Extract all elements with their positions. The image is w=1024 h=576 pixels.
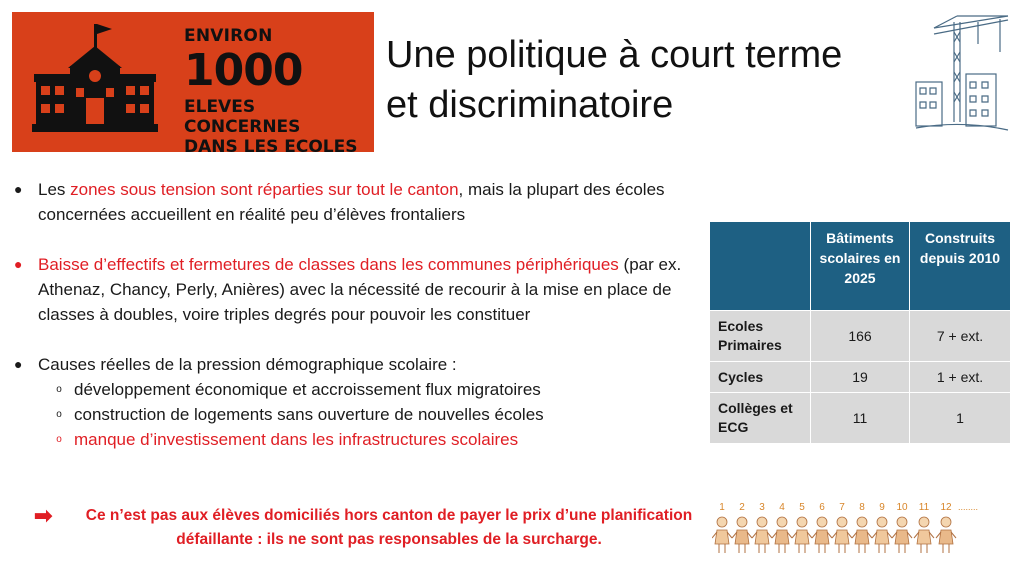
banner-line-environ: ENVIRON — [184, 26, 273, 46]
headline-banner — [12, 12, 374, 157]
child-figure — [712, 517, 732, 553]
child-number-label: 6 — [819, 502, 825, 513]
conclusion-statement — [34, 504, 704, 552]
crane-illustration — [914, 12, 1010, 134]
child-figure — [812, 517, 832, 553]
child-figure — [752, 517, 772, 553]
bullet-3-text: Causes réelles de la pression démographique scolaire : — [38, 355, 457, 374]
table-header-construits: Construits depuis 2010 — [910, 222, 1011, 311]
table-cell-batiments: 166 — [811, 311, 910, 362]
bullet-causes — [14, 352, 704, 377]
title-line-2: et discriminatoire — [386, 84, 674, 126]
sub-bullet-2-text: construction de logements sans ouverture de nouvelles écoles — [74, 405, 544, 424]
sub-bullet-marker: o — [56, 434, 62, 445]
table-row — [710, 362, 1011, 393]
bullet-marker: ● — [14, 256, 23, 272]
bullet-1-rest: , mais la plupart des écoles concernées accueillent en réalité peu d’élèves frontaliers — [38, 180, 665, 224]
table-cell-batiments: 19 — [811, 362, 910, 393]
child-figure — [852, 517, 872, 553]
child-figure — [832, 517, 852, 553]
child-number-label: 9 — [879, 502, 885, 513]
child-number-label: 10 — [896, 502, 908, 513]
child-number-label: 11 — [918, 502, 930, 513]
banner-number: 1000 — [184, 45, 303, 96]
bullet-marker: ● — [14, 356, 23, 372]
sub-bullet-investissement — [44, 427, 704, 452]
bullet-list — [14, 177, 704, 452]
bullet-marker: ● — [14, 181, 23, 197]
table-row — [710, 393, 1011, 444]
table-header-empty — [710, 222, 811, 311]
child-figure — [732, 517, 752, 553]
child-number-label: 1 — [719, 502, 725, 513]
bullet-2-highlight: Baisse d’effectifs et fermetures de classes dans les communes périphériques — [38, 255, 619, 274]
sub-bullet-marker: o — [56, 384, 62, 395]
child-number-label: 8 — [859, 502, 865, 513]
table-cell-construits: 7 + ext. — [910, 311, 1011, 362]
schools-table — [709, 221, 1011, 444]
bullet-2-rest: (par ex. Athenaz, Chancy, Perly, Anières) avec la nécessité de recourir à la mise en place de classes à doubles, voire triples degrés pour pouvoir les constituer — [38, 255, 682, 324]
child-figure — [936, 517, 956, 553]
child-number-label: 2 — [739, 502, 745, 513]
banner-line-eleves: ELEVES CONCERNES — [184, 97, 301, 137]
title-line-1: Une politique à court terme — [386, 34, 843, 76]
children-illustration — [712, 500, 1008, 556]
child-number-label: 12 — [940, 502, 952, 513]
child-number-label: 5 — [799, 502, 805, 513]
child-number-label: 3 — [759, 502, 765, 513]
table-row-label: Collèges et ECG — [710, 393, 811, 444]
bullet-1-prefix: Les — [38, 180, 71, 199]
table-row-label: Ecoles Primaires — [710, 311, 811, 362]
slide-title — [386, 30, 842, 130]
table-cell-construits: 1 — [910, 393, 1011, 444]
child-figure — [772, 517, 792, 553]
table-header-row — [710, 222, 1011, 311]
school-icon — [30, 22, 160, 142]
child-number-label: 4 — [779, 502, 785, 513]
bullet-zones — [14, 177, 704, 227]
banner-text — [184, 28, 374, 157]
child-figure — [892, 517, 912, 553]
table-cell-batiments: 11 — [811, 393, 910, 444]
sub-bullet-1-text: développement économique et accroissement flux migratoires — [74, 380, 541, 399]
sub-bullet-marker: o — [56, 409, 62, 420]
table-row — [710, 311, 1011, 362]
banner-line-ecoles: DANS LES ECOLES — [184, 137, 358, 157]
sub-bullet-logements — [44, 402, 704, 427]
arrow-right-icon: ➡ — [34, 503, 53, 528]
table-cell-construits: 1 + ext. — [910, 362, 1011, 393]
child-figure — [872, 517, 892, 553]
bullet-1-highlight: zones sous tension sont réparties sur tout le canton — [70, 180, 459, 199]
child-figure — [792, 517, 812, 553]
child-number-label: ........ — [957, 502, 979, 512]
sub-bullet-economique — [44, 377, 704, 402]
child-figure — [914, 517, 934, 553]
conclusion-text: Ce n’est pas aux élèves domiciliés hors canton de payer le prix d’une planification défaillante : ils ne sont pas responsables de la surcharge. — [85, 507, 693, 548]
sub-bullet-3-text: manque d’investissement dans les infrastructures scolaires — [74, 430, 519, 449]
bullet-baisse — [14, 252, 704, 327]
table-header-batiments: Bâtiments scolaires en 2025 — [811, 222, 910, 311]
child-number-label: 7 — [839, 502, 845, 513]
table-row-label: Cycles — [710, 362, 811, 393]
